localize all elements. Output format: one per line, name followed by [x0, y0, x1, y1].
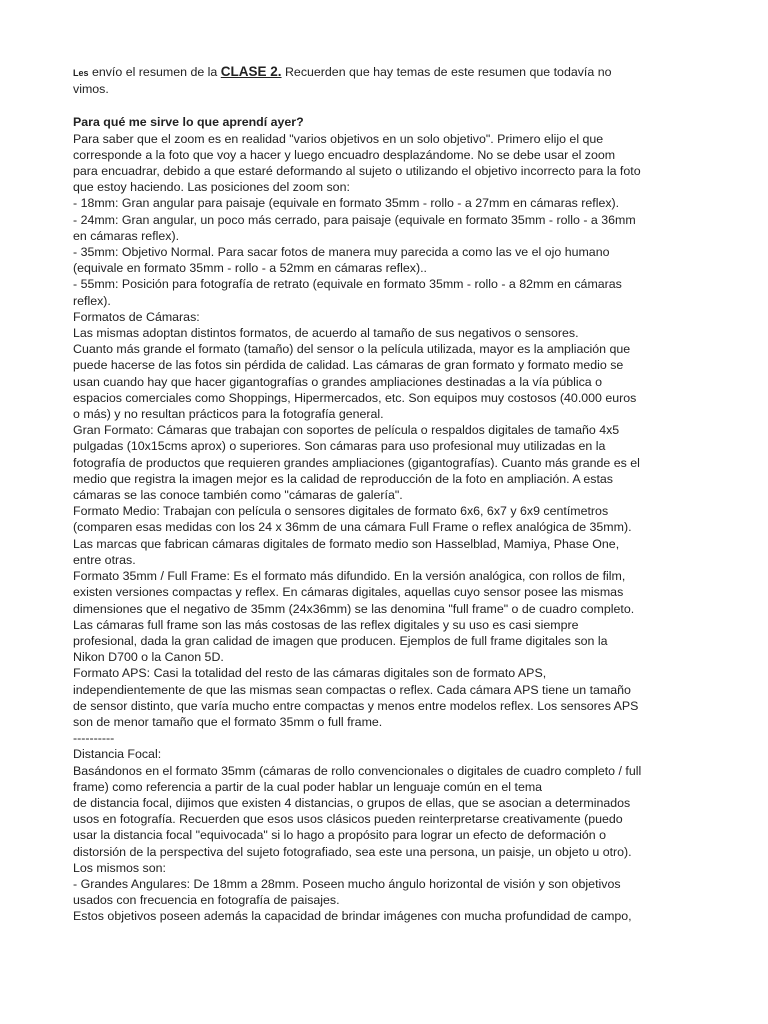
clase-2-link[interactable]: CLASE 2. [220, 64, 282, 79]
formatos-intro: Las mismas adoptan distintos formatos, de acuerdo al tamaño de sus negativos o sensores. [73, 326, 579, 341]
intro-paragraph [73, 64, 703, 97]
zoom-55mm: - 55mm: Posición para fotografía de retrato (equivale en formato 35mm - rollo - a 82mm en cámaras reflex). [73, 277, 622, 308]
formatos-paragraph: Cuanto más grande el formato (tamaño) del sensor o la película utilizada, mayor es la ampliación que puede hacerse de las fotos sin pérdida de calidad. Las cámaras de gran formato y formato medio se usan cuando hay que hacer gigantografías o grandes ampliaciones destinadas a la vía pública o espacios comerciales como Shoppings, Hipermercados, etc. Son equipos muy costosos (40.000 euros o más) y no resultan prácticos para la fotografía general. [73, 342, 637, 422]
full-frame-paragraph: Formato 35mm / Full Frame: Es el formato más difundido. En la versión analógica, con rollos de film, existen versiones compactas y reflex. En cámaras digitales, aquellas cuyo sensor posee las mismas dimensiones que el negativo de 35mm (24x36mm) se las denomina "full frame" o de cuadro completo. Las cámaras full frame son las más costosas de las reflex digitales y su uso es casi siempre profesional, dada la gran calidad de imagen que producen. Ejemplos de full frame digitales son la Nikon D700 o la Canon 5D. [73, 569, 635, 665]
intro-text: envío el resumen de la [88, 65, 221, 79]
grandes-angulares-detail: Estos objetivos poseen además la capacidad de brindar imágenes con mucha profundidad de campo, [73, 909, 632, 924]
zoom-18mm: - 18mm: Gran angular para paisaje (equivale en formato 35mm - rollo - a 27mm en cámaras reflex). [73, 196, 620, 211]
formato-medio-paragraph: Formato Medio: Trabajan con película o sensores digitales de formato 6x6, 6x7 y 6x9 centímetros (comparen esas medidas con los 24 x 36mm de una cámara Full Frame o reflex analógica de 35mm). Las marcas que fabrican cámaras digitales de formato medio son Hasselblad, Mamiya, Phase One, entre otras. [73, 504, 632, 567]
formatos-title: Formatos de Cámaras: [73, 309, 200, 324]
gran-formato-paragraph: Gran Formato: Cámaras que trabajan con soportes de película o respaldos digitales de tamaño 4x5 pulgadas (10x15cms aprox) o superiores. Son cámaras para uso profesional muy utilizadas en la fotografía de productos que requieren grandes ampliaciones (gigantografías). Cuanto más grande es el medio que registra la imagen mejor es la calidad de reproducción de la foto en ampliación. A estas cámaras se las conoce también como "cámaras de galería". [73, 423, 640, 503]
zoom-24mm: - 24mm: Gran angular, un poco más cerrado, para paisaje (equivale en formato 35mm - rollo - a 36mm en cámaras reflex). [73, 212, 636, 243]
aps-paragraph: Formato APS: Casi la totalidad del resto de las cámaras digitales son de formato APS, independientemente de que las mismas sean compactas o reflex. Cada cámara APS tiene un tamaño de sensor distinto, que varía mucho entre compactas y menos entre modelos reflex. Los sensores APS son de menor tamaño que el formato 35mm o full frame. [73, 666, 639, 729]
paragraph-spacer [73, 97, 703, 114]
intro-prefix: Les [73, 68, 89, 78]
document-body [73, 64, 703, 925]
distancia-focal-title: Distancia Focal: [73, 747, 162, 762]
los-mismos-son: Los mismos son: [73, 860, 166, 875]
distancia-focal-paragraph: Basándonos en el formato 35mm (cámaras de rollo convencionales o digitales de cuadro completo / full frame) como referencia a partir de la cual poder hablar un lenguaje común en el tema de distancia focal, dijimos que existen 4 distancias, o grupos de ellas, que se asocian a determinados usos en fotografía. Recuerden que esos usos clásicos pueden reinterpretarse creativamente (puedo usar la distancia focal "equivocada" si lo hago a propósito para lograr un efecto de deformación o distorsión de la perspectiva del sujeto fotografiado, sea este una persona, un paisje, un objeto u otro). [73, 763, 642, 859]
section-heading: Para qué me sirve lo que aprendí ayer? [73, 115, 304, 130]
separator: ---------- [73, 731, 115, 746]
intro-text-after: Recuerden que hay temas de este resumen que todavía no vimos. [73, 65, 612, 97]
zoom-35mm: - 35mm: Objetivo Normal. Para sacar fotos de manera muy parecida a como las ve el ojo humano (equivale en formato 35mm - rollo - a 52mm en cámaras reflex).. [73, 245, 610, 276]
grandes-angulares-item: - Grandes Angulares: De 18mm a 28mm. Poseen mucho ángulo horizontal de visión y son objetivos usados con frecuencia en fotografía de paisajes. [73, 876, 621, 908]
zoom-paragraph: Para saber que el zoom es en realidad "varios objetivos en un solo objetivo". Primero elijo el que corresponde a la foto que voy a hacer y luego encuadro desplazándome. No se debe usar el zoom para encuadrar, debido a que estaré deformando al sujeto o utilizando el objetivo incorrecto para la foto que estoy haciendo. Las posiciones del zoom son: [73, 131, 641, 195]
